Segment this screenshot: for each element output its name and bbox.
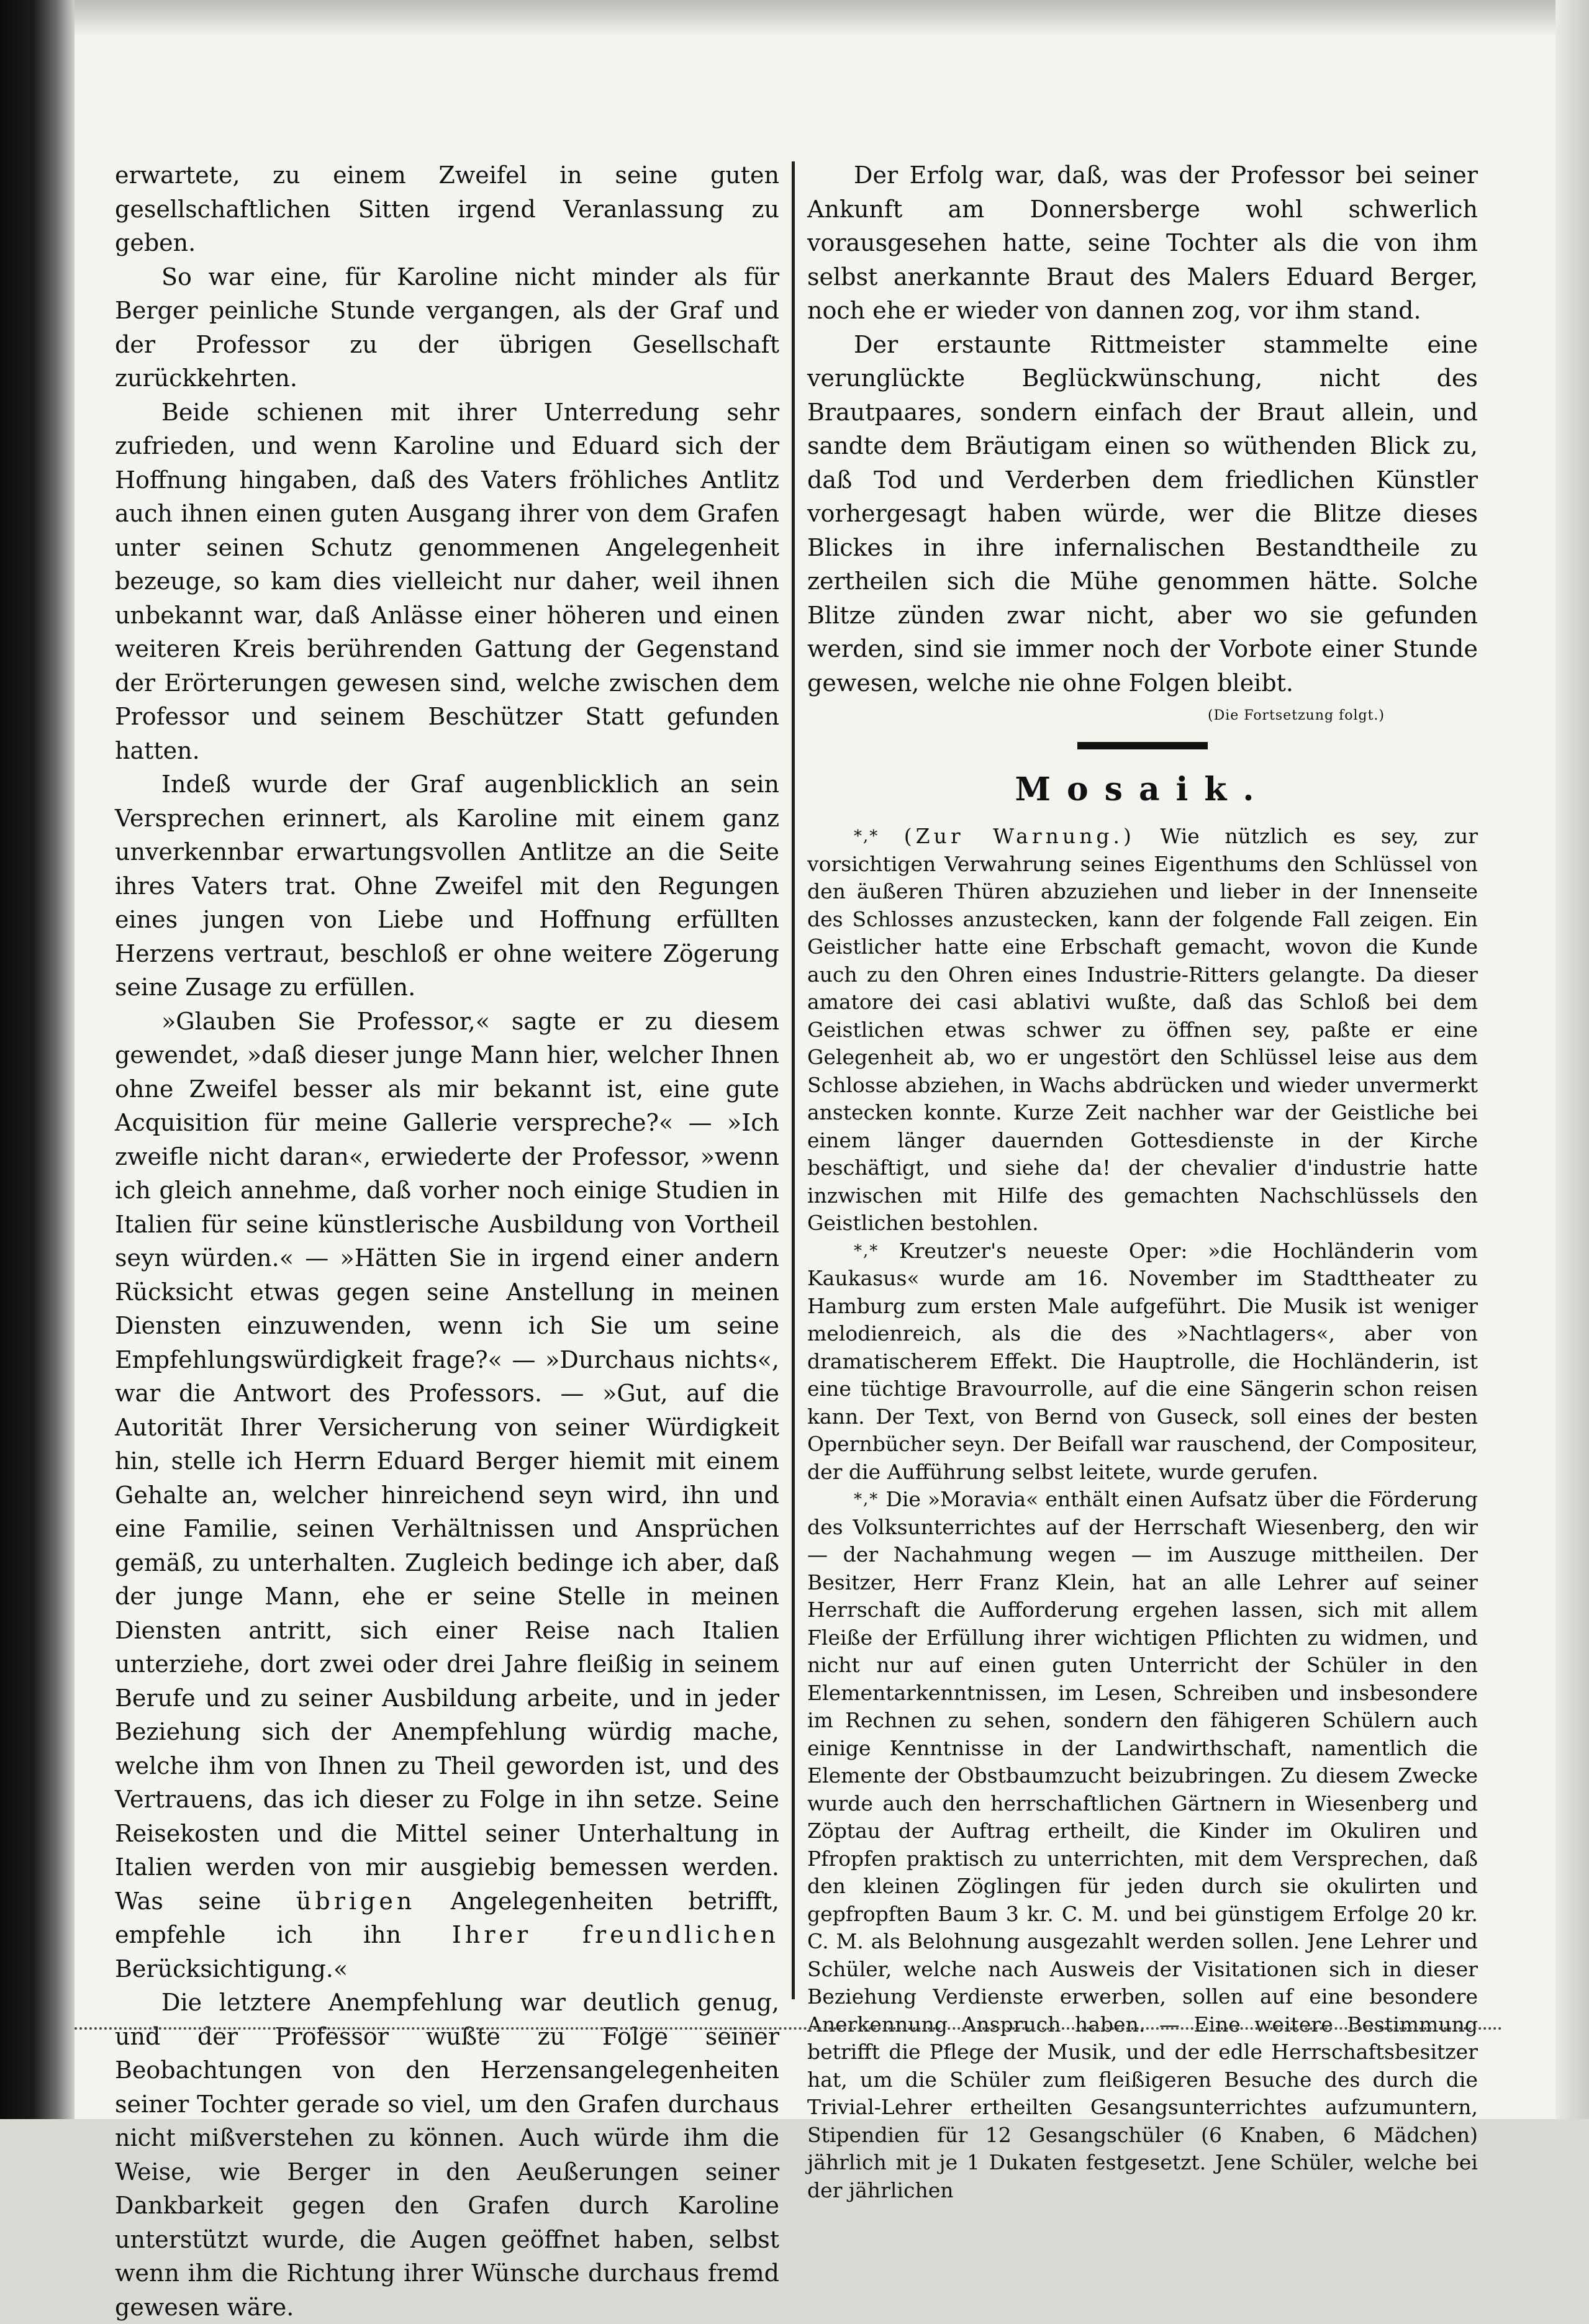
spaced-word-uebrigen: übrigen <box>296 1887 416 1915</box>
section-title-mosaik: Mosaik. <box>1015 771 1270 808</box>
left-paragraph-5 <box>115 1005 779 1986</box>
left-column <box>115 158 779 2324</box>
continuation-note: (Die Fortsetzung folgt.) <box>1207 708 1385 723</box>
right-column <box>807 158 1478 2204</box>
left-paragraph-2: So war eine, für Karoline nicht minder als für Berger peinliche Stunde vergangen, als der Graf und der Professor zu der übrigen Gesellschaft zurückkehrten. <box>115 263 779 392</box>
beruecksichtigung-text: Berücksichtigung.« <box>115 1955 348 1983</box>
item-lead-warnung: (Zur Warnung.) <box>903 824 1135 848</box>
column-divider <box>792 161 795 1999</box>
left-paragraph-3: Beide schienen mit ihrer Unterredung sehr zufrieden, und wenn Karoline und Eduard sich der Hoffnung hingaben, daß des Vaters fröhliches Antlitz auch ihnen einen guten Ausgang ihrer von dem Grafen unter seinen Schutz genommenen Angelegenheit bezeuge, so kam dies vielleicht nur daher, weil ihnen unbekannt war, daß Anlässe einer höheren und einen weiteren Kreis berührenden Gattung der Gegenstand der Erörterungen gewesen sind, welche zwischen dem Professor und seinem Beschützer Statt gefunden hatten. <box>115 398 779 764</box>
page-top-shadow <box>75 0 1589 37</box>
page-bottom-dotted-edge <box>75 2027 1503 2036</box>
asterism-marker: *,* <box>854 1241 879 1260</box>
item-text-kreutzer: Kreutzer's neueste Oper: »die Hochländerin vom Kaukasus« wurde am 16. November im Stadttheater zu Hamburg zum ersten Male aufgeführt. Die Musik ist weniger melodienreich, als die des »Nachtlagers«, aber von dramatischerem Effekt. Die Hauptrolle, die Hochländerin, ist eine tüchtige Bravourrolle, auf die eine Sängerin schon reisen kann. Der Text, von Bernd von Guseck, soll eines der besten Opernbücher seyn. Der Beifall war rauschend, der Compositeur, der die Aufführung selbst leitete, wurde gerufen. <box>807 1238 1478 1484</box>
book-binding-shadow <box>0 0 75 2119</box>
asterism-marker: *,* <box>854 827 879 846</box>
left-paragraph-5-text: »Glauben Sie Professor,« sagte er zu diesem gewendet, »daß dieser junge Mann hier, welcher Ihnen ohne Zweifel besser als mir bekannt ist, eine gute Acquisition für meine Gallerie verspreche?« — »Ich zweifle nicht daran«, erwiederte der Professor, »wenn ich gleich annehme, daß vorher noch einige Studien in Italien für seine künstlerische Ausbildung von Vortheil seyn würden.« — »Hätten Sie in irgend einer andern Rücksicht etwas gegen seine Anstellung in meinen Diensten einzuwenden, wenn ich Sie um seine Empfehlungswürdigkeit frage?« — »Durchaus nichts«, war die Antwort des Professors. — »Gut, auf die Autorität Ihrer Versicherung von seiner Würdigkeit hin, stelle ich Herrn Eduard Berger hiemit mit einem Gehalte an, welcher hinreichend seyn wird, ihn und eine Familie, seinen Verhältnissen und Ansprüchen gemäß, zu unterhalten. Zugleich bedinge ich aber, daß der junge Mann, ehe er seine Stelle in meinen Diensten antritt, sich einer Reise nach Italien unterziehe, dort zwei oder drei Jahre fleißig in seinem Berufe und zu seiner Ausbildung arbeite, und in jeder Beziehung sich der Anempfehlung würdig mache, welche ihm von Ihnen zu Theil geworden ist, und des Vertrauens, das ich dieser zu Folge in ihn setze. Seine Reisekosten und die Mittel seiner Unterhaltung in Italien werden von mir ausgiebig bemessen werden. Was seine <box>115 1007 779 1915</box>
spaced-word-ihrer: Ihrer <box>451 1921 532 1948</box>
section-rule <box>1077 742 1208 749</box>
mosaik-item-kreutzer <box>807 1237 1478 1486</box>
left-paragraph-4: Indeß wurde der Graf augenblicklich an sein Versprechen erinnert, als Karoline mit einem ganz unverkennbar erwartungsvollen Antlitze an die Seite ihres Vaters trat. Ohne Zweifel mit den Regungen eines jungen von Liebe und Hoffnung erfüllten Herzens vertraut, beschloß er ohne weitere Zögerung seine Zusage zu erfüllen. <box>115 771 779 1001</box>
item-text-warnung: Wie nützlich es sey, zur vorsichtigen Verwahrung seines Eigenthums den Schlüssel von den äußeren Thüren abzuziehen und lieber in der Innenseite des Schlosses anzustecken, kann der folgende Fall zeigen. Ein Geistlicher hatte eine Erbschaft gemacht, wovon die Kunde auch zu den Ohren eines Industrie-Ritters gelangte. Da dieser amatore dei casi ablativi wußte, daß das Schloß bei dem Geistlichen etwas schwer zu öffnen sey, paßte er eine Gelegenheit ab, wo er ungestört den Schlüssel leise aus dem Schlosse abziehen, in Wachs abdrücken und wieder unvermerkt anstecken konnte. Kurze Zeit nachher war der Geistliche bei einem länger dauernden Gottesdienste in der Kirche beschäftigt, und siehe da! der chevalier d'industrie hatte inzwischen mit Hilfe des gemachten Nachschlüssels den Geistlichen bestohlen. <box>807 824 1478 1235</box>
asterism-marker: *,* <box>854 1490 879 1509</box>
item-text-moravia: Die »Moravia« enthält einen Aufsatz über die Förderung des Volksunterrichtes auf der Herrschaft Wiesenberg, den wir — der Nachahmung wegen — im Auszuge mittheilen. Der Besitzer, Herr Franz Klein, hat an alle Lehrer auf seiner Herrschaft die Aufforderung ergehen lassen, sich mit allem Fleiße der Erfüllung ihrer wichtigen Pflichten zu widmen, und nicht nur auf einen guten Unterricht der Schüler in den Elementarkenntnissen, im Lesen, Schreiben und insbesondere im Rechnen zu sehen, sondern den fähigeren Schülern auch einige Kenntnisse in der Landwirthschaft, namentlich die Elemente der Obstbaumzucht beizubringen. Zu diesem Zwecke wurde auch den herrschaftlichen Gärtnern in Wiesenberg und Zöptau der Auftrag ertheilt, die Kinder im Okuliren und Pfropfen praktisch zu unterrichten, mit dem Versprechen, daß den kleinen Zöglingen für jeden durch sie okulirten und gepfropften Baum 3 kr. C. M. und bei günstigem Erfolge 20 kr. C. M. als Belohnung ausgezahlt werden sollen. Jene Lehrer und Schüler, welche nach Ausweis der Visitationen sich in dieser Beziehung Verdienste erwerben, sollen auf eine besondere Anerkennung Anspruch haben. — Eine weitere Bestimmung betrifft die Pflege der Musik, und der edle Herrschaftsbesitzer hat, um die Schüler zum fleißigeren Besuche des durch die Trivial-Lehrer ertheilten Gesangsunterrichtes aufzumuntern, Stipendien für 12 Gesangschüler (6 Knaben, 6 Mädchen) jährlich mit je 1 Dukaten festgesetzt. Jene Schüler, welche bei der jährlichen <box>807 1487 1478 2202</box>
mosaik-item-moravia <box>807 1486 1478 2204</box>
right-paragraph-2: Der erstaunte Rittmeister stammelte eine verunglückte Beglückwünschung, nicht des Brautpaares, sondern einfach der Braut allein, und sandte dem Bräutigam einen so wüthenden Blick zu, daß Tod und Verderben dem friedlichen Künstler vorhergesagt haben würde, wer die Blitze dieses Blickes in ihre infernalischen Bestandtheile zu zertheilen sich die Mühe genommen hätte. Solche Blitze zünden zwar nicht, aber wo sie gefunden werden, sind sie immer noch der Vorbote einer Stunde gewesen, welche nie ohne Folgen bleibt. <box>807 330 1478 697</box>
left-paragraph-6: Die letztere Anempfehlung war deutlich genug, und der Professor wußte zu Folge seiner Beobachtungen von den Herzensangelegenheiten seiner Tochter gerade so viel, um den Grafen durchaus nicht mißverstehen zu können. Auch würde ihm die Weise, wie Berger in den Aeußerungen seiner Dankbarkeit gegen den Grafen durch Karoline unterstützt wurde, die Augen geöffnet haben, selbst wenn ihm die Richtung ihrer Wünsche durchaus fremd gewesen wäre. <box>115 1989 779 2321</box>
mosaik-item-warnung <box>807 823 1478 1237</box>
page-right-edge <box>1555 0 1589 2119</box>
spaced-word-freundlichen: freundlichen <box>582 1921 779 1948</box>
angelegenheiten-text: Angelegenheiten betrifft, empfehle ich ihn <box>115 1887 779 1948</box>
right-paragraph-1: Der Erfolg war, daß, was der Professor bei seiner Ankunft am Donnersberge wohl schwerlich vorausgesehen hatte, seine Tochter als die von ihm selbst anerkannte Braut des Malers Eduard Berger, noch ehe er wieder von dannen zog, vor ihm stand. <box>807 161 1478 324</box>
left-paragraph-1: erwartete, zu einem Zweifel in seine guten gesellschaftlichen Sitten irgend Veranlassung zu geben. <box>115 161 779 256</box>
